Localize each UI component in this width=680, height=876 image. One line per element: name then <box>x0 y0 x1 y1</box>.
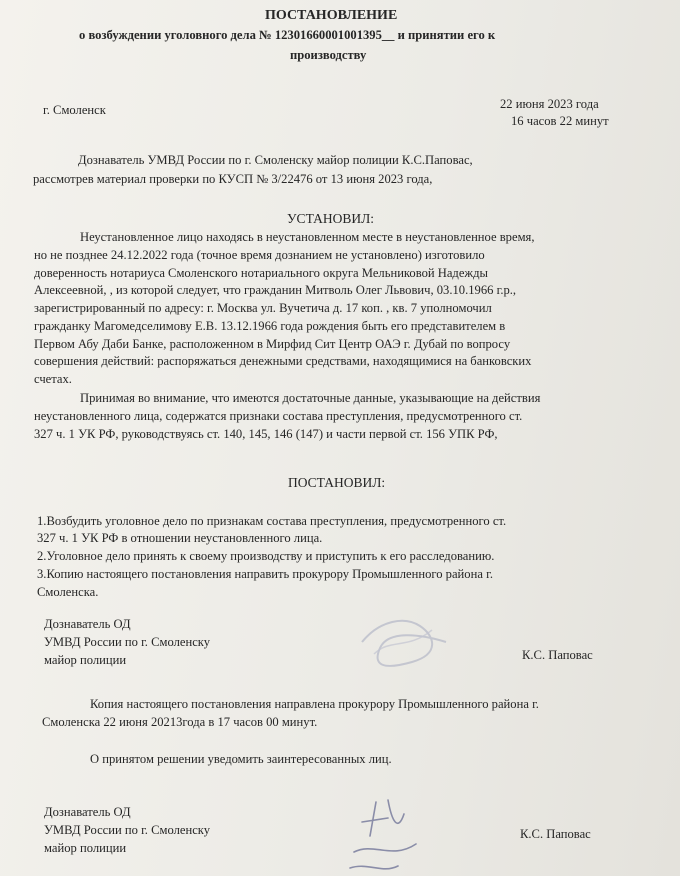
resolved-item: 3.Копию настоящего постановления направить прокурору Промышленного района г. <box>37 567 493 581</box>
intro-line2: рассмотрев материал проверки по КУСП № 3/22476 от 13 июня 2023 года, <box>33 172 433 186</box>
established-line: доверенность нотариуса Смоленского нотариального округа Мельниковой Надежды <box>34 266 489 280</box>
signer2-name: К.С. Паповас <box>520 827 591 841</box>
document-title: ПОСТАНОВЛЕНИЕ <box>265 8 398 23</box>
date: 22 июня 2023 года <box>500 97 599 111</box>
time: 16 часов 22 минут <box>511 114 609 128</box>
signer-role-line2: УМВД России по г. Смоленску <box>44 635 211 649</box>
signer-role-line3: майор полиции <box>44 653 127 667</box>
considering-line: Принимая во внимание, что имеются достаточные данные, указывающие на действия <box>80 391 541 405</box>
established-line: но не позднее 24.12.2022 года (точное время дознанием не установлено) изготовило <box>34 248 485 262</box>
copy-note-line2: Смоленска 22 июня 20213года в 17 часов 00 минут. <box>42 715 318 729</box>
signature-mark <box>350 608 460 674</box>
intro-line1: Дознаватель УМВД России по г. Смоленску майор полиции К.С.Паповас, <box>78 153 473 167</box>
signature-handwritten <box>340 792 450 876</box>
signer2-role-line1: Дознаватель ОД <box>44 805 131 819</box>
signer2-role-line3: майор полиции <box>44 841 127 855</box>
resolved-item: Смоленска. <box>37 585 99 599</box>
document-subtitle-line2: производству <box>290 48 367 62</box>
resolved-heading: ПОСТАНОВИЛ: <box>288 475 386 490</box>
signer-name: К.С. Паповас <box>522 648 593 662</box>
established-heading: УСТАНОВИЛ: <box>287 211 375 226</box>
signer2-role-line2: УМВД России по г. Смоленску <box>44 823 211 837</box>
resolved-item: 1.Возбудить уголовное дело по признакам состава преступления, предусмотренного ст. <box>37 514 507 528</box>
established-line: зарегистрированный по адресу: г. Москва ул. Вучетича д. 17 коп. , кв. 7 уполномочил <box>34 301 492 315</box>
established-line: Алексеевной, , из которой следует, что гражданин Митволь Олег Львович, 03.10.1966 г.р., <box>34 283 517 297</box>
considering-line: 327 ч. 1 УК РФ, руководствуясь ст. 140, 145, 146 (147) и части первой ст. 156 УПК РФ, <box>34 427 498 441</box>
established-line: Первом Абу Даби Банке, расположенном в Мирфид Сит Центр ОАЭ г. Дубай по вопросу <box>34 337 511 351</box>
notice-line: О принятом решении уведомить заинтересованных лиц. <box>90 752 392 766</box>
document-subtitle-line1: о возбуждении уголовного дела № 12301660001001395__ и принятии его к <box>79 28 496 42</box>
established-line: Неустановленное лицо находясь в неустановленном месте в неустановленное время, <box>80 230 535 244</box>
signer-role-line1: Дознаватель ОД <box>44 617 131 631</box>
established-line: совершения действий: распоряжаться денежными средствами, находящимися на банковских <box>34 354 532 368</box>
established-line: счетах. <box>34 372 72 386</box>
copy-note-line1: Копия настоящего постановления направлена прокурору Промышленного района г. <box>90 697 539 711</box>
considering-line: неустановленного лица, содержатся признаки состава преступления, предусмотренного ст. <box>34 409 523 423</box>
city: г. Смоленск <box>43 103 106 117</box>
resolved-item: 327 ч. 1 УК РФ в отношении неустановленного лица. <box>37 531 323 545</box>
established-line: гражданку Магомедселимову Е.В. 13.12.1966 года рождения быть его представителем в <box>34 319 506 333</box>
resolved-item: 2.Уголовное дело принять к своему производству и приступить к его расследованию. <box>37 549 495 563</box>
